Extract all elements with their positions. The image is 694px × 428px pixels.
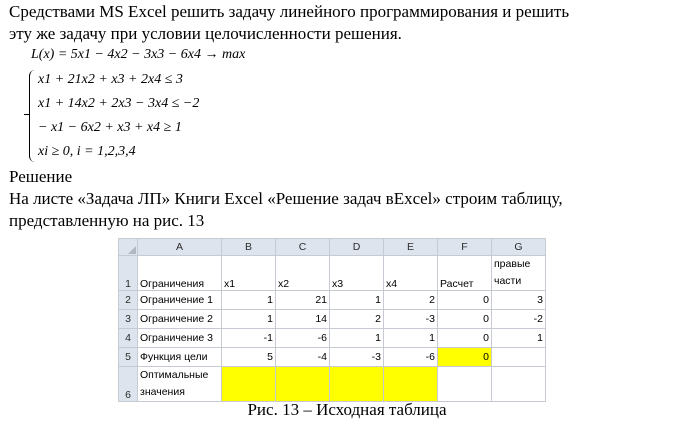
cell-d4[interactable]: 1	[330, 329, 384, 348]
cell-b1[interactable]: x1	[222, 256, 276, 291]
select-all-corner[interactable]	[119, 239, 138, 256]
cell-b4[interactable]: -1	[222, 329, 276, 348]
cell-a3[interactable]: Ограничение 2	[138, 310, 222, 329]
row-header-3[interactable]: 3	[119, 310, 138, 329]
cell-a6-line1: Оптимальные	[140, 369, 209, 381]
cell-b2[interactable]: 1	[222, 291, 276, 310]
cell-c6[interactable]	[276, 367, 330, 402]
cell-g1-line2: части	[494, 275, 522, 287]
cell-a6[interactable]	[138, 367, 222, 402]
column-header-f[interactable]: F	[438, 239, 492, 256]
row-header-1[interactable]: 1	[119, 256, 138, 291]
column-header-c[interactable]: C	[276, 239, 330, 256]
cell-d6[interactable]	[330, 367, 384, 402]
cell-g3[interactable]: -2	[492, 310, 546, 329]
cell-a2[interactable]: Ограничение 1	[138, 291, 222, 310]
row-header-6[interactable]: 6	[119, 367, 138, 402]
cell-c5[interactable]: -4	[276, 348, 330, 367]
constraint-1: x1 + 21x2 + x3 + 2x4 ≤ 3	[38, 72, 183, 87]
cell-d5[interactable]: -3	[330, 348, 384, 367]
column-header-b[interactable]: B	[222, 239, 276, 256]
spreadsheet-table	[118, 238, 546, 402]
solution-heading: Решение	[9, 167, 73, 186]
cell-f4[interactable]: 0	[438, 329, 492, 348]
cell-e4[interactable]: 1	[384, 329, 438, 348]
cell-a5[interactable]: Функция цели	[138, 348, 222, 367]
cell-a6-line2: значения	[140, 386, 185, 398]
cell-f6[interactable]	[438, 367, 492, 402]
cell-f3[interactable]: 0	[438, 310, 492, 329]
cell-f5[interactable]: 0	[438, 348, 492, 367]
cell-e5[interactable]: -6	[384, 348, 438, 367]
cell-b6[interactable]	[222, 367, 276, 402]
body-line-1: На листе «Задача ЛП» Книги Excel «Решение задач вExcel» строим таблицу,	[9, 189, 563, 208]
system-brace	[29, 70, 36, 162]
cell-e1[interactable]: x4	[384, 256, 438, 291]
intro-line-2: эту же задачу при условии целочисленности решения.	[9, 24, 402, 43]
cell-f2[interactable]: 0	[438, 291, 492, 310]
body-line-2: представленную на рис. 13	[9, 211, 205, 230]
cell-d2[interactable]: 1	[330, 291, 384, 310]
cell-c1[interactable]: x2	[276, 256, 330, 291]
cell-a4[interactable]: Ограничение 3	[138, 329, 222, 348]
cell-c2[interactable]: 21	[276, 291, 330, 310]
row-header-2[interactable]: 2	[119, 291, 138, 310]
cell-a1[interactable]: Ограничения	[138, 256, 222, 291]
cell-c4[interactable]: -6	[276, 329, 330, 348]
cell-e3[interactable]: -3	[384, 310, 438, 329]
column-header-a[interactable]: A	[138, 239, 222, 256]
figure-caption: Рис. 13 – Исходная таблица	[247, 400, 447, 419]
cell-e6[interactable]	[384, 367, 438, 402]
cell-d1[interactable]: x3	[330, 256, 384, 291]
row-header-5[interactable]: 5	[119, 348, 138, 367]
cell-g1[interactable]	[492, 256, 546, 291]
constraint-2: x1 + 14x2 + 2x3 − 3x4 ≤ −2	[38, 96, 200, 111]
cell-g4[interactable]: 1	[492, 329, 546, 348]
cell-g6[interactable]	[492, 367, 546, 402]
cell-e2[interactable]: 2	[384, 291, 438, 310]
objective-function: L(x) = 5x1 − 4x2 − 3x3 − 6x4 → max	[31, 47, 246, 62]
column-header-g[interactable]: G	[492, 239, 546, 256]
cell-g5[interactable]	[492, 348, 546, 367]
column-header-d[interactable]: D	[330, 239, 384, 256]
cell-b5[interactable]: 5	[222, 348, 276, 367]
cell-d3[interactable]: 2	[330, 310, 384, 329]
cell-g2[interactable]: 3	[492, 291, 546, 310]
column-header-e[interactable]: E	[384, 239, 438, 256]
cell-f1[interactable]: Расчет	[438, 256, 492, 291]
cell-g1-line1: правые	[494, 258, 531, 270]
cell-b3[interactable]: 1	[222, 310, 276, 329]
constraint-nonnegativity: xi ≥ 0, i = 1,2,3,4	[38, 144, 136, 159]
row-header-4[interactable]: 4	[119, 329, 138, 348]
constraint-3: − x1 − 6x2 + x3 + x4 ≥ 1	[38, 120, 182, 135]
intro-line-1: Средствами MS Excel решить задачу линейного программирования и решить	[9, 2, 570, 21]
cell-c3[interactable]: 14	[276, 310, 330, 329]
